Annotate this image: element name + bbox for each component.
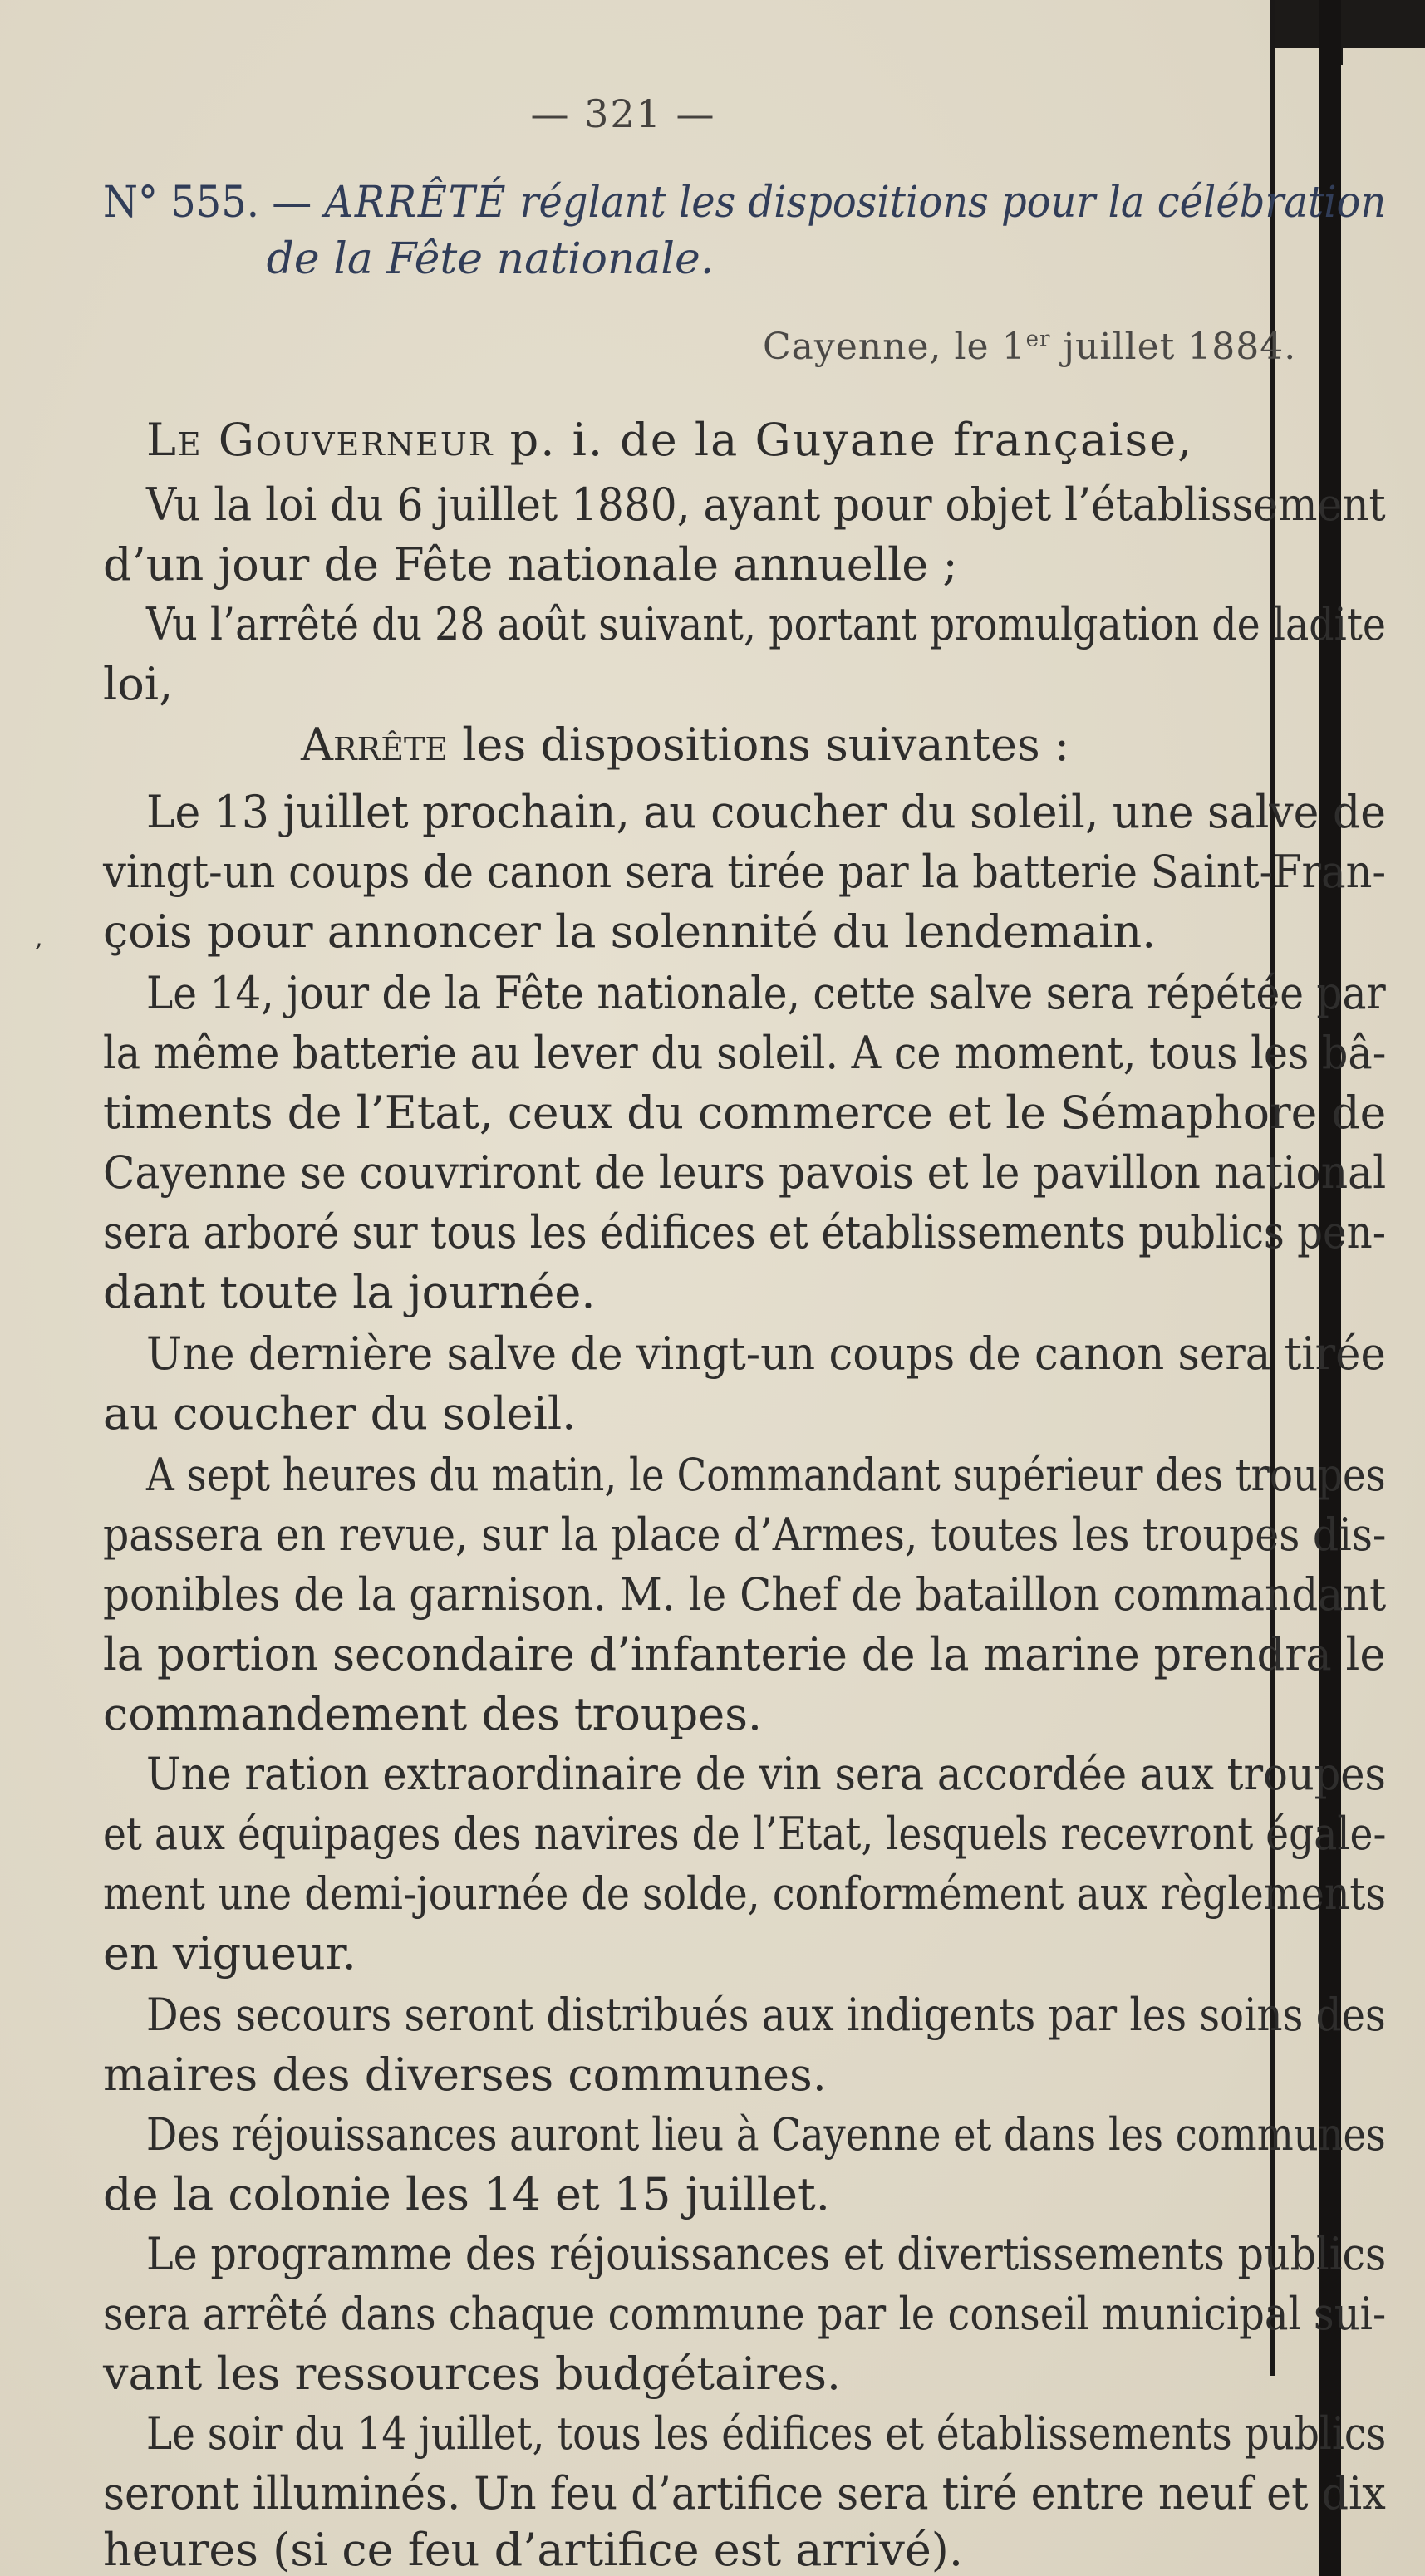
dateline-suffix: juillet 1884. <box>1050 326 1297 368</box>
dateline-prefix: Cayenne, le 1 <box>763 326 1026 368</box>
text-line: ment une demi-journée de solde, conformément aux règlements <box>103 1867 1386 1920</box>
page-number: — 321 — <box>530 91 716 136</box>
text-line: dant toute la journée. <box>103 1266 596 1318</box>
text-line: loi, <box>103 658 174 710</box>
text-line: vant les ressources budgétaires. <box>103 2348 842 2400</box>
text-line: vingt-un coups de canon sera tirée par la batterie Saint-Fran- <box>103 846 1387 898</box>
text-line: seront illuminés. Un feu d’artifice sera tiré entre neuf et dix <box>103 2467 1386 2520</box>
text-line: sera arboré sur tous les édifices et établissements publics pen- <box>103 1206 1387 1259</box>
decree-keyword: ARRÊTÉ <box>324 178 508 228</box>
text-line: Le 13 juillet prochain, au coucher du soleil, une salve de <box>146 786 1386 838</box>
text-line: ponibles de la garnison. M. le Chef de bataillon commandant <box>103 1568 1387 1621</box>
scan-gutter-top <box>1271 0 1425 48</box>
text-line: d’un jour de Fête nationale annuelle ; <box>103 538 958 591</box>
governor-title: Le Gouverneur <box>146 414 494 466</box>
arrete-heading <box>301 720 1069 770</box>
dateline <box>763 326 1296 368</box>
text-line: sera arrêté dans chaque commune par le conseil municipal sui- <box>103 2288 1387 2340</box>
decree-title-rest: réglant les dispositions pour la célébration <box>519 178 1387 228</box>
text-line: heures (si ce feu d’artifice est arrivé). <box>103 2524 964 2576</box>
text-line: Le soir du 14 juillet, tous les édifices et établissements publics <box>146 2407 1387 2460</box>
text-line: çois pour annoncer la solennité du lendemain. <box>103 905 1157 958</box>
dateline-sup: er <box>1025 326 1051 352</box>
governor-heading <box>146 415 1193 465</box>
scan-gutter-bar <box>1319 0 1341 2576</box>
text-line: Le 14, jour de la Fête nationale, cette salve sera répétée par <box>146 967 1386 1019</box>
text-line: timents de l’Etat, ceux du commerce et le Sémaphore de <box>103 1087 1387 1139</box>
text-line: de la colonie les 14 et 15 juillet. <box>103 2168 830 2220</box>
text-line: et aux équipages des navires de l’Etat, lesquels recevront égale- <box>103 1808 1387 1860</box>
arrete-rest: les dispositions suivantes : <box>448 719 1070 771</box>
text-line: la même batterie au lever du soleil. A ce moment, tous les bâ- <box>103 1027 1387 1079</box>
decree-subtitle: de la Fête nationale. <box>266 234 715 284</box>
text-line: Des réjouissances auront lieu à Cayenne et dans les communes <box>146 2108 1386 2161</box>
decree-title <box>103 174 1387 231</box>
text-line: Vu l’arrêté du 28 août suivant, portant promulgation de ladite <box>146 598 1386 650</box>
governor-rest: p. i. de la Guyane française, <box>494 414 1194 466</box>
text-line: passera en revue, sur la place d’Armes, toutes les troupes dis- <box>103 1509 1387 1561</box>
text-line: Le programme des réjouissances et divertissements publics <box>146 2228 1387 2280</box>
text-line: commandement des troupes. <box>103 1688 763 1740</box>
text-line: en vigueur. <box>103 1927 356 1980</box>
decree-number: N° 555. — <box>103 178 312 228</box>
text-line: maires des diverses communes. <box>103 2049 827 2101</box>
text-line: la portion secondaire d’infanterie de la marine prendra le <box>103 1628 1386 1681</box>
text-line: Des secours seront distribués aux indigents par les soins des <box>146 1989 1386 2041</box>
text-line: A sept heures du matin, le Commandant supérieur des troupes <box>146 1449 1386 1501</box>
arrete-keyword: Arrête <box>301 719 449 771</box>
text-line: Une ration extraordinaire de vin sera accordée aux troupes <box>146 1748 1386 1800</box>
stray-print-mark: , <box>35 924 43 953</box>
text-line: Cayenne se couvriront de leurs pavois et le pavillon national <box>103 1146 1387 1199</box>
text-line: Vu la loi du 6 juillet 1880, ayant pour objet l’établissement <box>146 478 1386 531</box>
text-line: au coucher du soleil. <box>103 1387 577 1440</box>
text-line: Une dernière salve de vingt-un coups de canon sera tirée <box>146 1327 1386 1380</box>
